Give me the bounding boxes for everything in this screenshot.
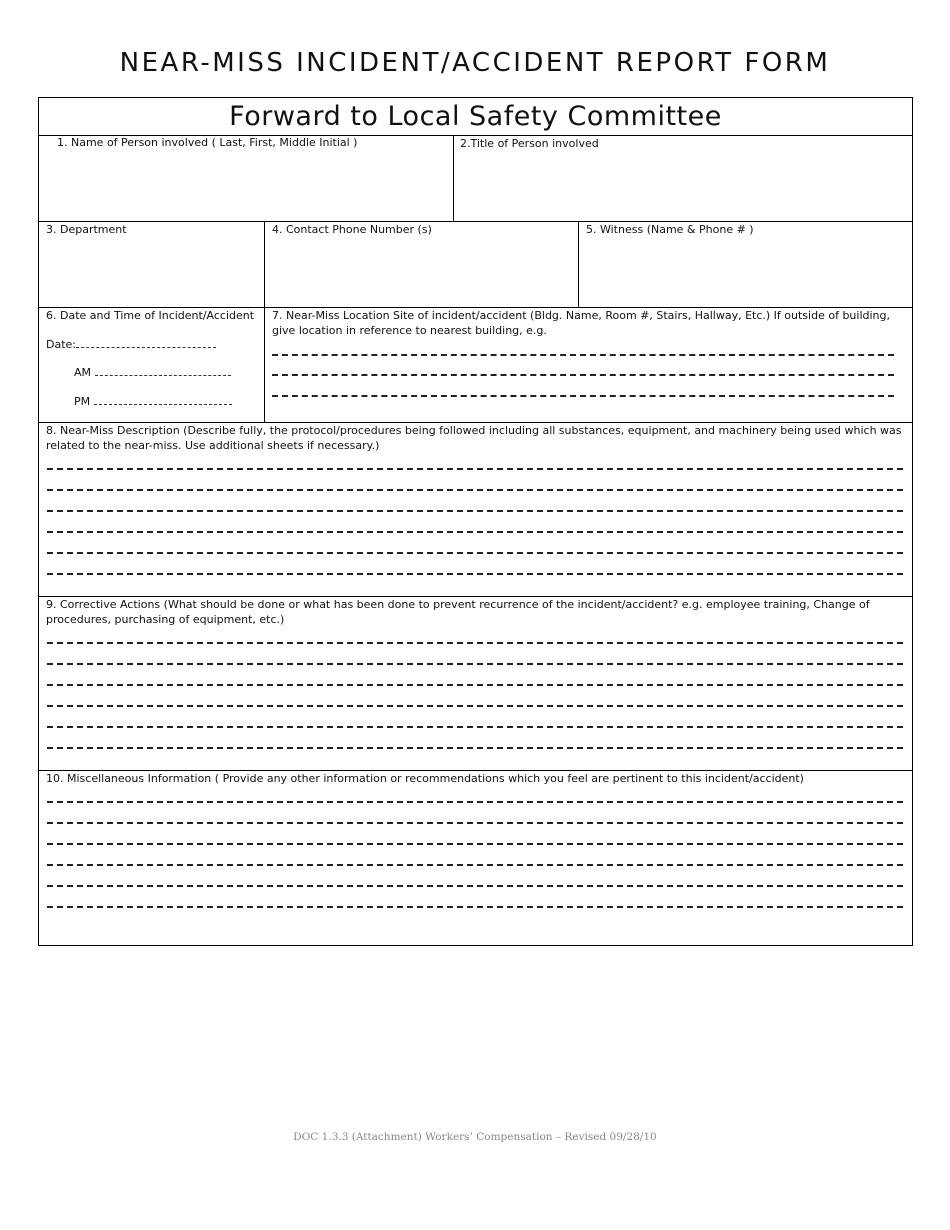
date-time-field [39,307,264,423]
corrective-actions-label: 9. Corrective Actions (What should be done or what has been done to prevent recurrence of the incident/accident? e.g. employee training, Change of procedures, purchasing of equipment, etc.) [46,598,870,626]
misc-line [47,864,903,866]
corrective-line [47,747,903,749]
misc-line [47,885,903,887]
description-line [47,510,903,512]
description-line [47,552,903,554]
description-field[interactable] [39,422,912,597]
pm-entry[interactable] [74,394,232,408]
phone-field[interactable] [264,221,578,308]
description-line [47,531,903,533]
name-label: 1. Name of Person involved ( Last, First, Middle Initial ) [57,136,358,149]
location-line [272,395,894,397]
witness-field[interactable] [578,221,912,308]
description-line [47,573,903,575]
department-field[interactable] [39,221,264,308]
description-label: 8. Near-Miss Description (Describe fully, the protocol/procedures being followed including all substances, equipment, and machinery being used which was related to the near-miss. Use additional sheets if necessary.) [46,424,902,452]
location-line [272,374,894,376]
corrective-line [47,642,903,644]
description-line [47,468,903,470]
misc-info-label: 10. Miscellaneous Information ( Provide any other information or recommendations which you feel are pertinent to this incident/accident) [46,772,804,785]
misc-line [47,801,903,803]
description-line [47,489,903,491]
corrective-line [47,684,903,686]
misc-line [47,906,903,908]
department-label: 3. Department [46,223,127,236]
misc-info-field[interactable] [39,770,912,945]
page-title: NEAR-MISS INCIDENT/ACCIDENT REPORT FORM [119,48,831,78]
corrective-line [47,726,903,728]
form-subtitle: Forward to Local Safety Committee [229,101,722,132]
date-entry[interactable] [46,337,216,351]
location-field[interactable] [264,307,912,423]
phone-label: 4. Contact Phone Number (s) [272,223,432,236]
misc-line [47,822,903,824]
report-form [38,97,913,946]
am-entry[interactable] [74,365,231,379]
corrective-line [47,705,903,707]
document-footer: DOC 1.3.3 (Attachment) Workers’ Compensation – Revised 09/28/10 [293,1131,657,1143]
title-field[interactable] [453,135,912,222]
pm-label: PM [74,395,91,408]
location-line [272,354,894,356]
name-field[interactable] [39,135,453,222]
misc-line [47,843,903,845]
date-label: Date: [46,338,76,351]
title-label: 2.Title of Person involved [460,137,599,150]
witness-label: 5. Witness (Name & Phone # ) [586,223,754,236]
location-label: 7. Near-Miss Location Site of incident/accident (Bldg. Name, Room #, Stairs, Hallway, Etc.) If outside of building, give location in reference to nearest building, e.g. [272,309,890,337]
am-label: AM [74,366,92,379]
corrective-actions-field[interactable] [39,596,912,771]
corrective-line [47,663,903,665]
date-time-label: 6. Date and Time of Incident/Accident [46,309,255,322]
